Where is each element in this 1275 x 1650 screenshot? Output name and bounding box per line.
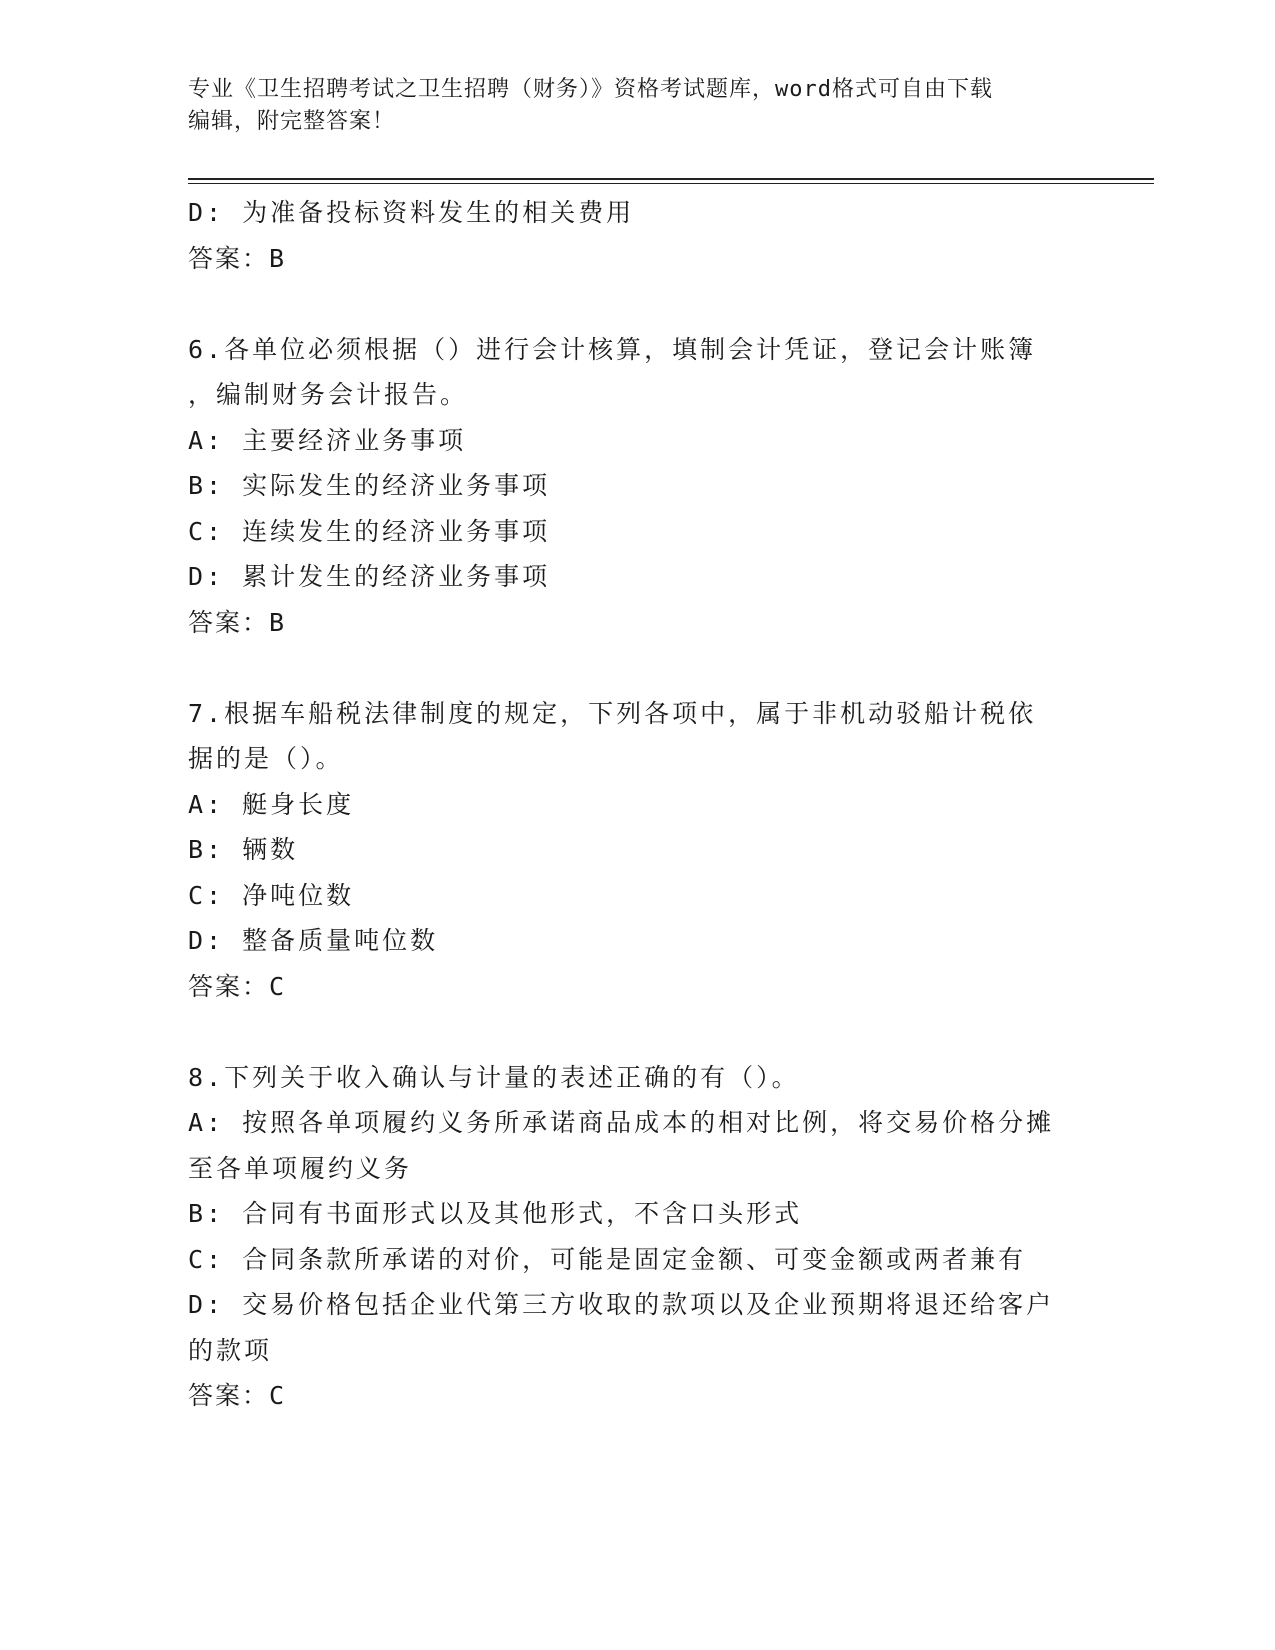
option-b: B: 实际发生的经济业务事项: [188, 471, 551, 500]
answer-line: 答案：C: [188, 1381, 287, 1410]
question-block-5: [188, 190, 1088, 281]
option-a: A: 艇身长度: [188, 789, 355, 819]
option-d: D: 累计发生的经济业务事项: [188, 562, 551, 591]
option-b: B: 合同有书面形式以及其他形式，不含口头形式: [188, 1199, 803, 1228]
option-d: D: 整备质量吨位数: [188, 926, 439, 955]
question-stem-cont: ，编制财务会计报告。: [188, 380, 469, 409]
answer-line: 答案：C: [188, 971, 287, 1001]
option-d-cont: 的款项: [188, 1335, 273, 1365]
document-header: [188, 74, 1088, 138]
answer-line: 答案：B: [188, 243, 287, 273]
question-stem: 7.根据车船税法律制度的规定，下列各项中，属于非机动驳船计税依: [188, 698, 1037, 728]
header-line-2: 编辑，附完整答案！: [188, 109, 396, 134]
option-c: C: 净吨位数: [188, 880, 355, 910]
question-block-6: [188, 327, 1088, 646]
option-a: A: 主要经济业务事项: [188, 425, 467, 455]
answer-line: 答案：B: [188, 607, 287, 637]
option-d: D: 为准备投标资料发生的相关费用: [188, 198, 635, 227]
spacer: [188, 281, 1088, 327]
option-a-cont: 至各单项履约义务: [188, 1153, 413, 1183]
spacer: [188, 1009, 1088, 1055]
question-stem: 8.下列关于收入确认与计量的表述正确的有（）。: [188, 1062, 800, 1092]
option-b: B: 辆数: [188, 835, 299, 864]
option-c: C: 合同条款所承诺的对价，可能是固定金额、可变金额或两者兼有: [188, 1244, 1027, 1274]
header-rule-thin: [188, 183, 1154, 184]
question-content: [188, 190, 1088, 1419]
spacer: [188, 645, 1088, 691]
option-a: A: 按照各单项履约义务所承诺商品成本的相对比例，将交易价格分摊: [188, 1108, 1055, 1137]
option-d: D: 交易价格包括企业代第三方收取的款项以及企业预期将退还给客户: [188, 1290, 1055, 1319]
question-stem-cont: 据的是（）。: [188, 744, 344, 773]
option-c: C: 连续发生的经济业务事项: [188, 516, 551, 546]
question-block-8: [188, 1055, 1088, 1419]
question-stem: 6.各单位必须根据（）进行会计核算，填制会计凭证，登记会计账簿: [188, 334, 1037, 364]
header-line-1: 专业《卫生招聘考试之卫生招聘（财务）》资格考试题库，word格式可自由下载: [188, 77, 993, 102]
header-rule-thick: [188, 178, 1154, 180]
question-block-7: [188, 691, 1088, 1010]
